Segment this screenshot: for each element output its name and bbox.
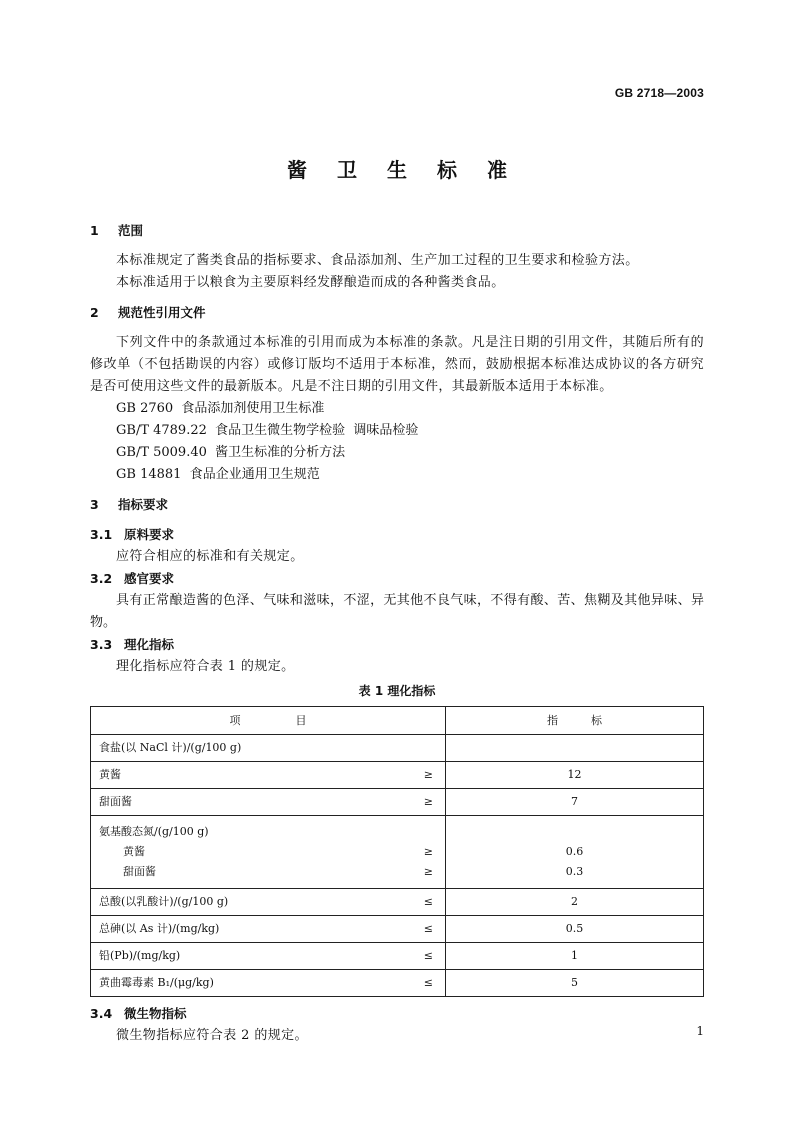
section-3-1-heading	[90, 524, 704, 546]
item-cell	[91, 970, 446, 997]
value-cell: 0.5	[446, 916, 704, 943]
comparison-symbol: ≤	[423, 922, 433, 935]
item-label: 黄酱	[99, 768, 121, 781]
section-number: 3	[90, 497, 99, 512]
section-2-heading	[90, 302, 704, 324]
item-label: 食盐(以 NaCl 计)/(g/100 g)	[99, 741, 242, 754]
sub-item-label: 甜面酱	[123, 865, 156, 878]
physicochemical-table	[90, 706, 704, 997]
standard-code: GB 2718—2003	[614, 86, 704, 100]
comparison-symbol: ≤	[423, 949, 433, 962]
item-label: 铅(Pb)/(mg/kg)	[99, 949, 181, 962]
comparison-symbol: ≥	[423, 795, 433, 808]
document-title: 酱卫生标准	[287, 158, 537, 182]
value-cell	[446, 816, 704, 889]
section-3-3-heading	[90, 634, 704, 656]
column-header-item: 项 目	[91, 707, 446, 735]
section-title: 指标要求	[118, 497, 169, 512]
comparison-symbol: ≤	[423, 895, 433, 908]
table-caption: 表 1 理化指标	[358, 684, 436, 698]
item-cell	[91, 943, 446, 970]
comparison-symbol: ≥	[423, 768, 433, 781]
item-label: 黄曲霉毒素 B₁/(μg/kg)	[99, 976, 214, 989]
section-number: 3.4	[90, 1006, 113, 1021]
sub-item-label: 黄酱	[123, 845, 145, 858]
reference-item: GB/T 4789.22 食品卫生微生物学检验 调味品检验	[116, 423, 419, 438]
section-number: 3.3	[90, 637, 113, 652]
table-header-row	[91, 707, 704, 735]
column-header-value: 指 标	[446, 707, 704, 735]
section-title: 原料要求	[124, 527, 175, 542]
sub-value: 0.3	[565, 865, 584, 878]
table-row	[91, 789, 704, 816]
sub-value: 0.6	[565, 845, 584, 858]
value-cell: 2	[446, 889, 704, 916]
table-row	[91, 889, 704, 916]
section-title: 规范性引用文件	[118, 305, 206, 320]
item-cell	[91, 762, 446, 789]
paragraph: 下列文件中的条款通过本标准的引用而成为本标准的条款。凡是注日期的引用文件，其随后所有的修改单（不包括勘误的内容）或修订版均不适用于本标准，然而，鼓励根据本标准达成协议的各方研究是否可使用这些文件的最新版本。凡是不注日期的引用文件，其最新版本适用于本标准。	[90, 335, 704, 394]
paragraph: 本标准规定了酱类食品的指标要求、食品添加剂、生产加工过程的卫生要求和检验方法。	[116, 253, 639, 268]
table-row	[91, 816, 704, 889]
item-label: 甜面酱	[99, 795, 132, 808]
table-row	[91, 762, 704, 789]
paragraph: 微生物指标应符合表 2 的规定。	[116, 1028, 308, 1043]
value-cell: 7	[446, 789, 704, 816]
section-title: 感官要求	[124, 571, 175, 586]
paragraph: 具有正常酿造酱的色泽、气味和滋味，不涩，无其他不良气味，不得有酸、苦、焦糊及其他异味、异物。	[90, 593, 704, 630]
section-3-2-heading	[90, 568, 704, 590]
item-label: 总酸(以乳酸计)/(g/100 g)	[99, 895, 229, 908]
comparison-symbol: ≥	[423, 865, 433, 878]
section-1-heading	[90, 220, 704, 242]
table-row	[91, 970, 704, 997]
value-cell: 12	[446, 762, 704, 789]
paragraph: 应符合相应的标准和有关规定。	[116, 549, 304, 564]
table-row	[91, 943, 704, 970]
item-cell	[91, 735, 446, 762]
section-title: 微生物指标	[124, 1006, 187, 1021]
item-label: 总砷(以 As 计)/(mg/kg)	[99, 922, 220, 935]
item-label: 氨基酸态氮/(g/100 g)	[99, 825, 209, 838]
reference-item: GB 14881 食品企业通用卫生规范	[116, 467, 320, 482]
value-cell	[446, 735, 704, 762]
table-row	[91, 735, 704, 762]
reference-item: GB/T 5009.40 酱卫生标准的分析方法	[116, 445, 346, 460]
item-cell	[91, 789, 446, 816]
section-title: 理化指标	[124, 637, 175, 652]
item-cell	[91, 889, 446, 916]
item-cell	[91, 916, 446, 943]
page-number: 1	[696, 1024, 704, 1038]
item-cell	[91, 816, 446, 889]
reference-item: GB 2760 食品添加剂使用卫生标准	[116, 401, 325, 416]
section-title: 范围	[118, 223, 144, 238]
section-number: 2	[90, 305, 99, 320]
document-body	[90, 220, 704, 1047]
value-cell: 1	[446, 943, 704, 970]
section-3-4-heading	[90, 1003, 704, 1025]
section-3-heading	[90, 494, 704, 516]
section-number: 3.1	[90, 527, 113, 542]
value-cell: 5	[446, 970, 704, 997]
comparison-symbol: ≤	[423, 976, 433, 989]
paragraph: 理化指标应符合表 1 的规定。	[116, 659, 295, 674]
comparison-symbol: ≥	[423, 845, 433, 858]
table-row	[91, 916, 704, 943]
section-number: 3.2	[90, 571, 113, 586]
paragraph: 本标准适用于以粮食为主要原料经发酵酿造而成的各种酱类食品。	[116, 275, 505, 290]
section-number: 1	[90, 223, 99, 238]
